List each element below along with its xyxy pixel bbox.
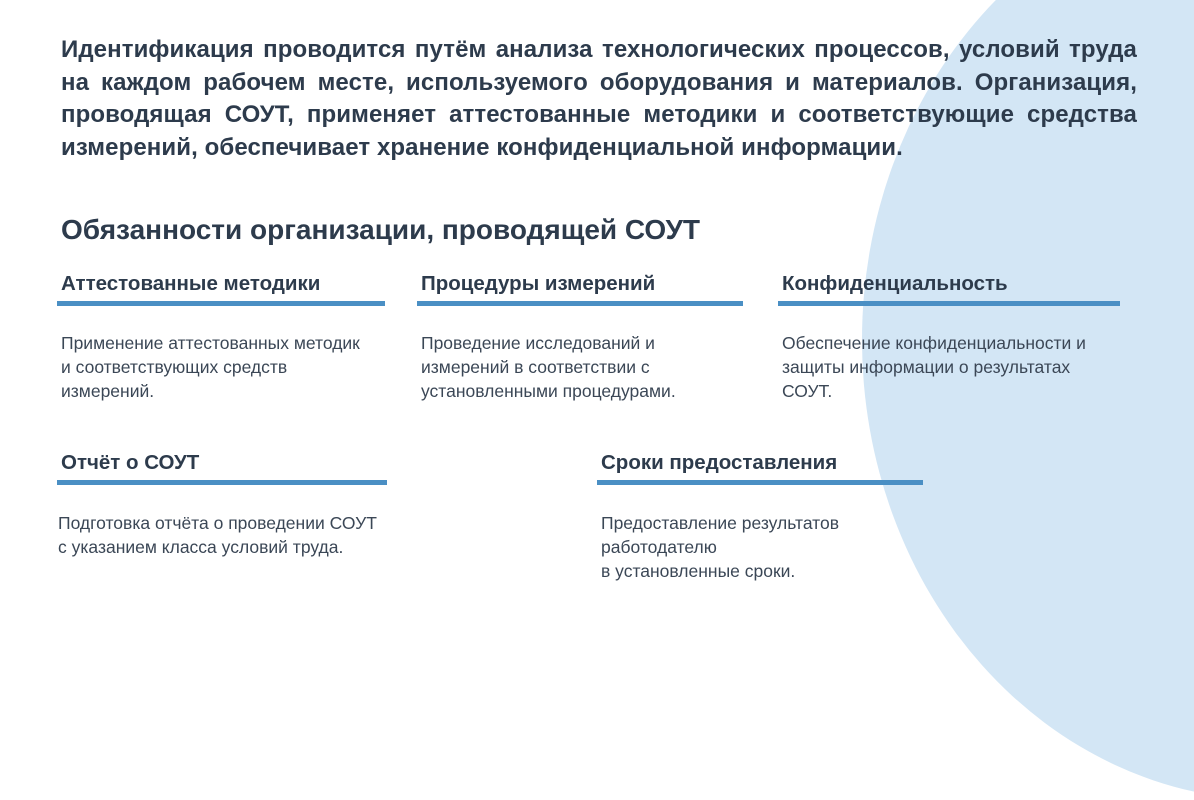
card-text: Подготовка отчёта о проведении СОУТ с указанием класса условий труда. xyxy=(58,513,377,557)
card-title: Процедуры измерений xyxy=(421,272,656,295)
section-title: Обязанности организации, проводящей СОУТ xyxy=(61,214,701,245)
card-title: Конфиденциальность xyxy=(782,272,1008,295)
card-certified-methods xyxy=(61,271,385,403)
card-text: Применение аттестованных методик и соответствующих средств измерений. xyxy=(61,333,360,401)
card-deadlines xyxy=(601,450,923,583)
card-underline xyxy=(597,480,923,485)
card-title: Аттестованные методики xyxy=(61,272,321,295)
card-text: Предоставление результатов работодателю в установленные сроки. xyxy=(601,513,840,581)
card-text: Обеспечение конфиденциальности и защиты информации о результатах СОУТ. xyxy=(782,333,1086,401)
card-underline xyxy=(778,301,1120,306)
card-underline xyxy=(57,301,385,306)
card-title: Сроки предоставления xyxy=(601,451,838,474)
card-report xyxy=(58,450,387,559)
card-underline xyxy=(417,301,743,306)
intro-paragraph: Идентификация проводится путём анализа технологических процессов, условий труда на каждом рабочем месте, используемого оборудования и материалов. Организация, проводящая СОУТ, применяет аттестованные методики и соответствующие средства измерений, обеспечивает хранение конфиденциальной информации. xyxy=(61,36,1137,161)
card-confidentiality xyxy=(782,271,1120,403)
card-title: Отчёт о СОУТ xyxy=(61,451,200,474)
card-underline xyxy=(57,480,387,485)
card-measurement-procedures xyxy=(421,271,743,403)
card-text: Проведение исследований и измерений в соответствии с установленными процедурами. xyxy=(421,333,676,401)
